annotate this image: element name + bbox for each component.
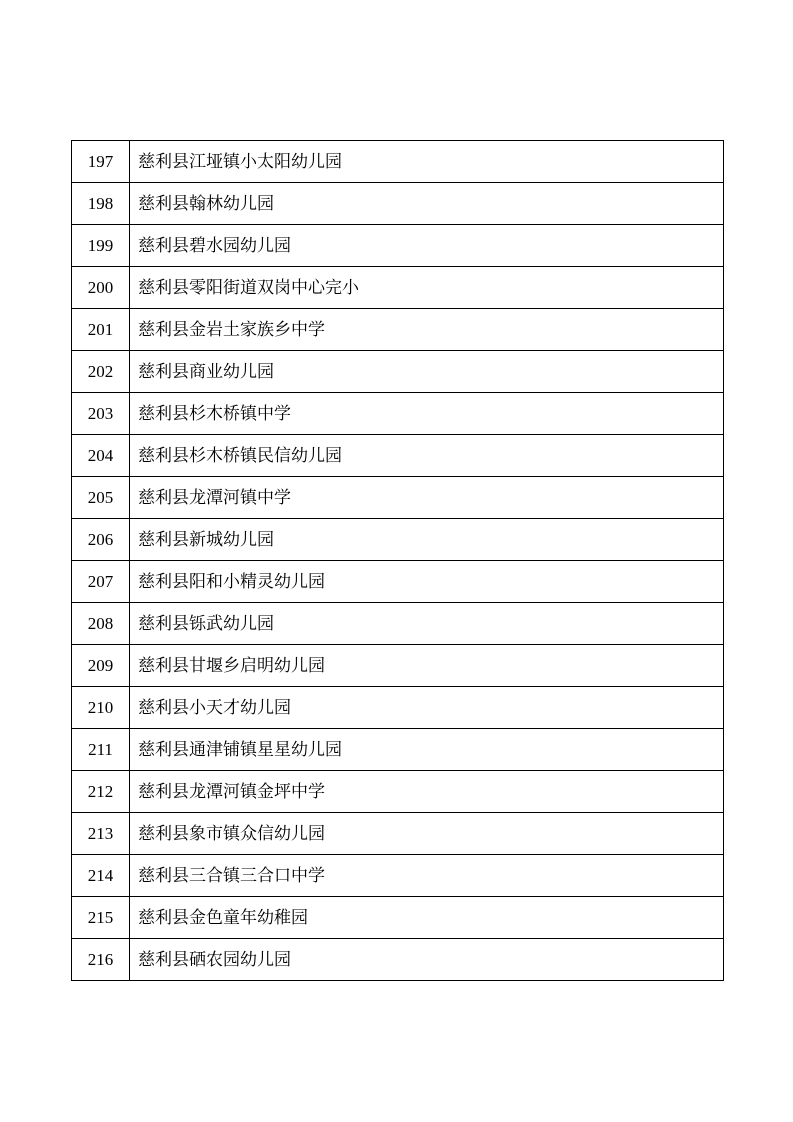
row-number: 209 (72, 645, 130, 687)
table-row (72, 393, 724, 435)
school-name: 慈利县金色童年幼稚园 (130, 897, 724, 939)
school-name: 慈利县甘堰乡启明幼儿园 (130, 645, 724, 687)
school-name: 慈利县杉木桥镇民信幼儿园 (130, 435, 724, 477)
table-row (72, 603, 724, 645)
row-number: 197 (72, 141, 130, 183)
table-row (72, 939, 724, 981)
school-name: 慈利县硒农园幼儿园 (130, 939, 724, 981)
table-row (72, 561, 724, 603)
school-name: 慈利县零阳街道双岗中心完小 (130, 267, 724, 309)
row-number: 212 (72, 771, 130, 813)
row-number: 215 (72, 897, 130, 939)
table-row (72, 729, 724, 771)
table-row (72, 267, 724, 309)
row-number: 211 (72, 729, 130, 771)
school-name: 慈利县阳和小精灵幼儿园 (130, 561, 724, 603)
row-number: 213 (72, 813, 130, 855)
table-row (72, 183, 724, 225)
row-number: 205 (72, 477, 130, 519)
school-list-table (71, 140, 724, 981)
row-number: 206 (72, 519, 130, 561)
school-name: 慈利县江垭镇小太阳幼儿园 (130, 141, 724, 183)
table-row (72, 813, 724, 855)
school-name: 慈利县翰林幼儿园 (130, 183, 724, 225)
table-row (72, 897, 724, 939)
school-name: 慈利县龙潭河镇金坪中学 (130, 771, 724, 813)
school-name: 慈利县铄武幼儿园 (130, 603, 724, 645)
school-name: 慈利县通津铺镇星星幼儿园 (130, 729, 724, 771)
row-number: 200 (72, 267, 130, 309)
school-name: 慈利县新城幼儿园 (130, 519, 724, 561)
row-number: 214 (72, 855, 130, 897)
row-number: 199 (72, 225, 130, 267)
table-row (72, 435, 724, 477)
row-number: 208 (72, 603, 130, 645)
school-name: 慈利县杉木桥镇中学 (130, 393, 724, 435)
table-row (72, 477, 724, 519)
row-number: 204 (72, 435, 130, 477)
table-row (72, 141, 724, 183)
row-number: 207 (72, 561, 130, 603)
school-name: 慈利县龙潭河镇中学 (130, 477, 724, 519)
school-name: 慈利县小天才幼儿园 (130, 687, 724, 729)
school-name: 慈利县三合镇三合口中学 (130, 855, 724, 897)
row-number: 210 (72, 687, 130, 729)
table-row (72, 855, 724, 897)
school-name: 慈利县碧水园幼儿园 (130, 225, 724, 267)
table-row (72, 519, 724, 561)
school-name: 慈利县象市镇众信幼儿园 (130, 813, 724, 855)
table-row (72, 225, 724, 267)
table-row (72, 309, 724, 351)
table-row (72, 351, 724, 393)
table-row (72, 687, 724, 729)
table-row (72, 645, 724, 687)
school-name: 慈利县商业幼儿园 (130, 351, 724, 393)
row-number: 198 (72, 183, 130, 225)
row-number: 203 (72, 393, 130, 435)
row-number: 202 (72, 351, 130, 393)
school-name: 慈利县金岩土家族乡中学 (130, 309, 724, 351)
table-row (72, 771, 724, 813)
row-number: 216 (72, 939, 130, 981)
row-number: 201 (72, 309, 130, 351)
